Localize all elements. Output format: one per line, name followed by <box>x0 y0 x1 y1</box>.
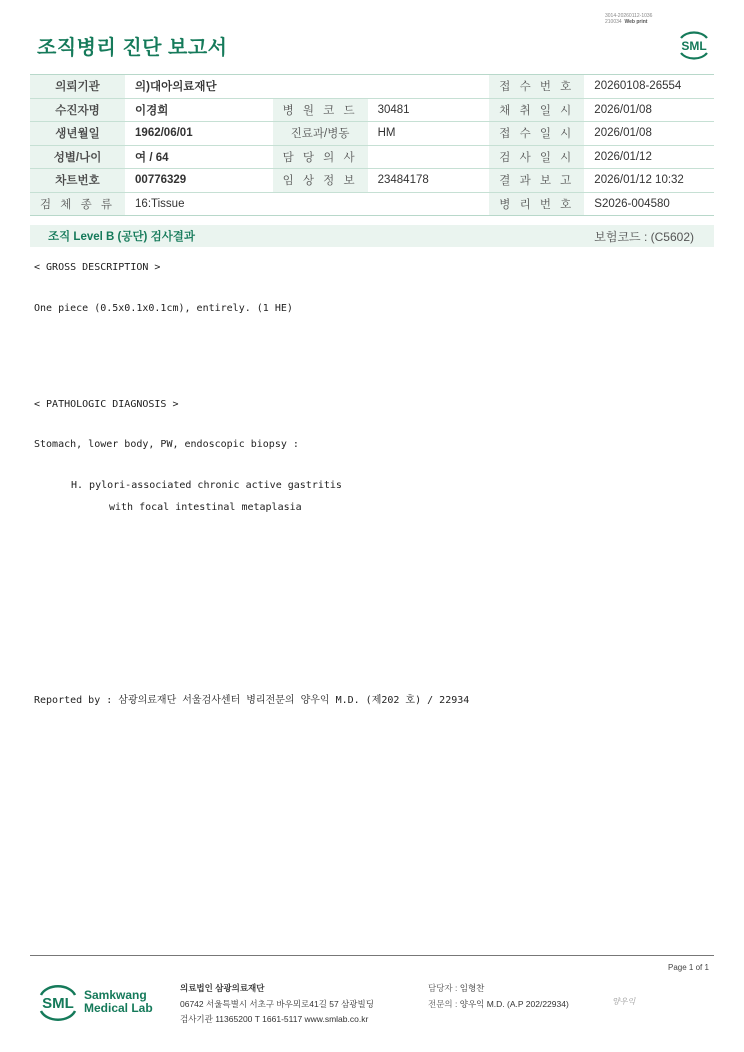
sex-age-label: 성별/나이 <box>30 145 125 169</box>
staff-line: 담당자 : 임형찬 <box>428 983 485 993</box>
page-number: Page 1 of 1 <box>668 963 709 972</box>
gross-heading: < GROSS DESCRIPTION > <box>34 262 161 273</box>
page-title: 조직병리 진단 보고서 <box>37 37 228 59</box>
footer-divider <box>30 955 714 956</box>
info-row <box>30 192 714 216</box>
recv-date-value: 2026/01/08 <box>584 122 714 146</box>
print-id <box>605 13 652 25</box>
birth-label: 생년월일 <box>30 122 125 146</box>
diagnosis-site: Stomach, lower body, PW, endoscopic biopsy : <box>34 439 299 450</box>
clinical-value: 23484178 <box>368 169 490 193</box>
diagnosis-line-2: with focal intestinal metaplasia <box>109 502 302 513</box>
patient-info-table <box>30 74 714 216</box>
exam-date-label: 검 사 일 시 <box>489 145 584 169</box>
info-row <box>30 122 714 146</box>
signature: 양우익 <box>612 997 636 1006</box>
print-id-line1: 3014-20260112-1036 <box>605 13 653 19</box>
clinical-label: 임 상 정 보 <box>273 169 368 193</box>
path-no-value: S2026-004580 <box>584 192 714 216</box>
recv-no-value: 20260108-26554 <box>584 75 714 99</box>
sml-logo-text: SML <box>681 39 707 53</box>
hosp-code-label: 병 원 코 드 <box>273 98 368 122</box>
org-value: 의)대아의료재단 <box>125 75 489 99</box>
info-row <box>30 169 714 193</box>
result-section-header <box>30 225 714 247</box>
info-row <box>30 145 714 169</box>
specimen-label: 검 체 종 류 <box>30 192 125 216</box>
diagnosis-line-1: H. pylori-associated chronic active gastritis <box>71 480 342 491</box>
org-address: 06742 서울특별시 서초구 바우뫼로41길 57 삼광빌딩 <box>180 998 374 1009</box>
sml-footer-logo-text: SML <box>42 995 74 1012</box>
footer-logo <box>36 980 153 1024</box>
path-no-label: 병 리 번 호 <box>489 192 584 216</box>
doctor-value <box>368 145 490 169</box>
insurance-code: 보험코드 : (C5602) <box>594 229 694 244</box>
report-date-label: 결 과 보 고 <box>489 169 584 193</box>
patient-value: 이경희 <box>125 98 273 122</box>
recv-no-label: 접 수 번 호 <box>489 75 584 99</box>
info-row <box>30 98 714 122</box>
recv-date-label: 접 수 일 시 <box>489 122 584 146</box>
print-id-line2: 210034 Web print <box>605 19 648 25</box>
collect-date-label: 채 취 일 시 <box>489 98 584 122</box>
section-title: 조직 Level B (공단) 검사결과 <box>48 231 196 243</box>
chart-label: 차트번호 <box>30 169 125 193</box>
birth-value: 1962/06/01 <box>125 122 273 146</box>
reported-by: Reported by : 삼광의료재단 서울검사센터 병리전문의 양우익 M.D. (제202 호) / 22934 <box>34 695 470 706</box>
exam-date-value: 2026/01/12 <box>584 145 714 169</box>
org-label: 의뢰기관 <box>30 75 125 99</box>
patient-label: 수진자명 <box>30 98 125 122</box>
sml-logo-icon <box>675 24 713 64</box>
gross-text: One piece (0.5x0.1x0.1cm), entirely. (1 HE) <box>34 303 293 314</box>
dept-value: HM <box>368 122 490 146</box>
footer-staff <box>428 981 569 1012</box>
chart-value: 00776329 <box>125 169 273 193</box>
specialist-line: 전문의 : 양우익 M.D. (A.P 202/22934) <box>428 998 569 1009</box>
sml-footer-logo-icon <box>36 980 80 1024</box>
dept-label: 진료과/병동 <box>273 122 368 146</box>
org-name: 의료법인 삼광의료재단 <box>180 983 265 993</box>
hosp-code-value: 30481 <box>368 98 490 122</box>
collect-date-value: 2026/01/08 <box>584 98 714 122</box>
org-contact: 검사기관 11365200 T 1661-5117 www.smlab.co.kr <box>180 1014 369 1024</box>
footer-organization <box>180 981 374 1028</box>
logo-tagline: Samkwang Medical Lab <box>84 988 153 1015</box>
info-row <box>30 75 714 99</box>
diagnosis-heading: < PATHOLOGIC DIAGNOSIS > <box>34 399 179 410</box>
sex-age-value: 여 / 64 <box>125 145 273 169</box>
report-date-value: 2026/01/12 10:32 <box>584 169 714 193</box>
specimen-value: 16:Tissue <box>125 192 489 216</box>
doctor-label: 담 당 의 사 <box>273 145 368 169</box>
